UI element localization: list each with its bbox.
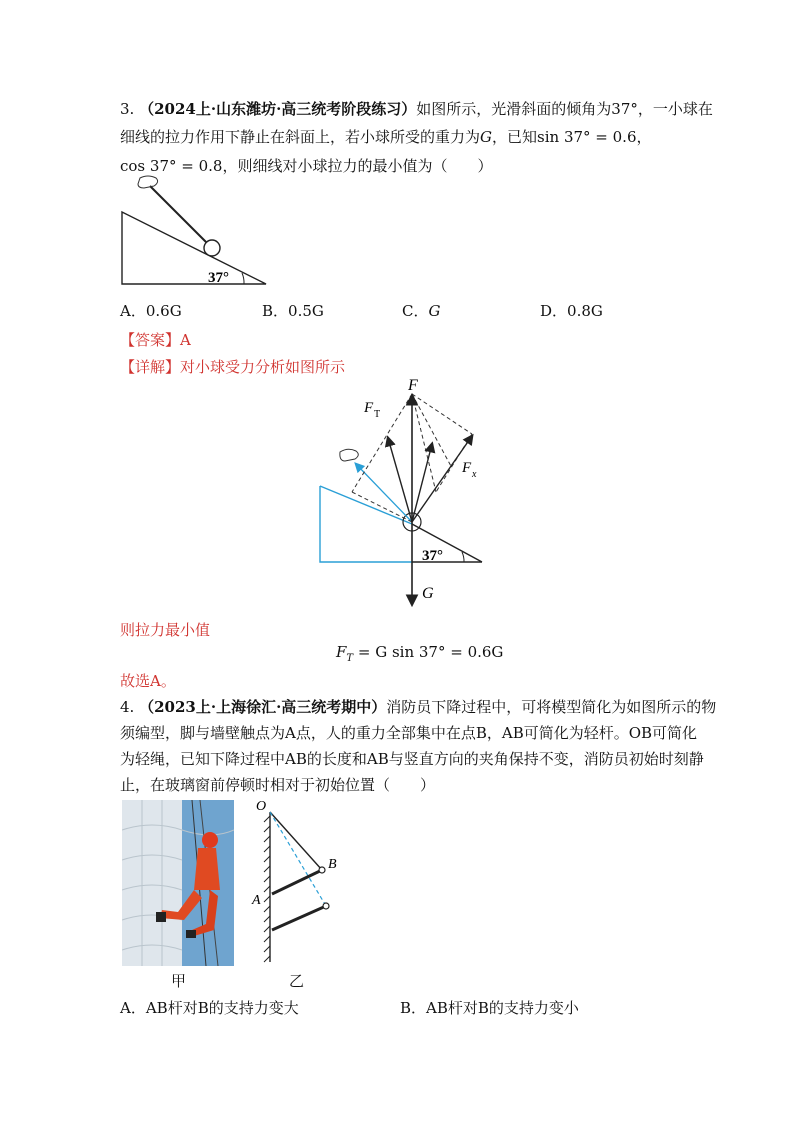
- rope-OB: [270, 812, 322, 870]
- dashed-line: [412, 394, 472, 434]
- option-label: D．: [540, 302, 568, 320]
- q3-option-c[interactable]: [402, 300, 440, 321]
- hand-icon: [138, 176, 158, 188]
- incline-blue-edge: [320, 486, 412, 562]
- boot: [156, 912, 166, 922]
- q3-line2: [120, 126, 652, 147]
- formula-lhs: F: [336, 643, 347, 661]
- option-label: C．: [402, 302, 429, 320]
- q3-answer: [120, 329, 191, 350]
- q3-sin: sin 37° = 0.6: [537, 128, 637, 146]
- q4-source: （2023上·上海徐汇·高三统考期中）: [139, 698, 387, 716]
- q4-text-1: 消防员下降过程中，可将模型简化为如图所示的物: [386, 698, 717, 716]
- ball: [204, 240, 220, 256]
- option-label: B．: [262, 302, 289, 320]
- angle-arc: [462, 552, 464, 562]
- q3-text-2c: ，: [636, 128, 652, 146]
- q3-text-3: ，则细线对小球拉力的最小值为（ ）: [222, 157, 493, 175]
- formula-rhs: = G sin 37° = 0.6G: [353, 643, 504, 661]
- label-G: G: [422, 585, 434, 602]
- q3-line1: [120, 98, 713, 119]
- q3-figure-incline: [118, 172, 278, 290]
- q4-line3: 为轻绳，已知下降过程中AB的长度和AB与竖直方向的夹角保持不变，消防员初始时刻静: [120, 750, 704, 768]
- label-F: F: [408, 377, 418, 394]
- firefighter-body: [194, 848, 220, 890]
- q3-formula: [336, 643, 503, 664]
- q4-line1: [120, 696, 716, 717]
- q4-number: 4.: [120, 698, 135, 716]
- answer-value: A: [180, 331, 191, 349]
- dashed-line: [352, 492, 412, 522]
- q3-cos: cos 37° = 0.8: [120, 157, 223, 175]
- rod-AB-later: [272, 906, 326, 930]
- q4-option-b[interactable]: [400, 997, 579, 1018]
- q3-text-2b: ，已知: [492, 128, 538, 146]
- q4-line4: 止，在玻璃窗前停顿时相对于初始位置（ ）: [120, 776, 436, 794]
- boot: [186, 930, 196, 938]
- label-A: A: [252, 893, 261, 908]
- q3-option-b[interactable]: [262, 300, 324, 321]
- label-Fx: F: [462, 460, 472, 476]
- option-label: A．: [120, 302, 146, 320]
- helmet: [202, 832, 218, 848]
- label-B: B: [328, 857, 337, 872]
- option-value: AB杆对B的支持力变小: [426, 999, 579, 1017]
- label-yi: 乙: [289, 972, 305, 990]
- option-value: G: [428, 302, 441, 320]
- q3-text-1: 如图所示，光滑斜面的倾角为37°，一小球在: [416, 100, 713, 118]
- q3-conclusion: 则拉力最小值: [120, 621, 211, 639]
- hand-icon: [340, 449, 358, 461]
- force-arrow: [412, 444, 432, 522]
- q4-firefighter-photo: [122, 800, 234, 966]
- rod-AB: [272, 870, 322, 894]
- q4-schematic: [250, 796, 350, 972]
- label-jia: 甲: [171, 972, 187, 990]
- q3-number: 3.: [120, 100, 135, 118]
- q3-source: （2024上·山东潍坊·高三统考阶段练习）: [139, 100, 417, 118]
- q3-option-d[interactable]: [540, 300, 603, 321]
- option-value: AB杆对B的支持力变大: [145, 999, 299, 1017]
- label-FT-sub: T: [374, 409, 381, 420]
- q4-option-a[interactable]: [120, 997, 299, 1018]
- q3-G: G: [480, 128, 492, 146]
- q3-figure-force-analysis: [312, 372, 492, 612]
- force-Fx-arrow: [412, 436, 472, 522]
- formula-sub: T: [346, 653, 354, 664]
- angle-label: 37°: [422, 548, 443, 564]
- option-value: 0.6G: [145, 302, 182, 320]
- point-B2-marker: [323, 903, 329, 909]
- detail-tag: 【详解】: [120, 358, 181, 376]
- label-FT: F: [364, 400, 374, 416]
- string-line: [150, 186, 206, 242]
- incline-blue-slope: [320, 486, 412, 524]
- incline-triangle: [122, 212, 266, 284]
- answer-tag: 【答案】: [120, 331, 181, 349]
- q3-option-a[interactable]: [120, 300, 182, 321]
- detail-text: 对小球受力分析如图所示: [180, 358, 346, 376]
- angle-label: 37°: [208, 270, 229, 286]
- q4-line2: 须编型，脚与墙壁触点为A点，人的重力全部集中在点B，AB可简化为轻杆。OB可简化: [120, 724, 698, 742]
- option-value: 0.5G: [288, 302, 324, 320]
- option-value: 0.8G: [567, 302, 603, 320]
- option-label: B．: [400, 999, 427, 1017]
- dashed-line: [412, 394, 452, 468]
- dashed-line: [352, 394, 412, 492]
- angle-arc: [242, 273, 244, 284]
- label-O: O: [256, 799, 267, 814]
- label-Fx-sub: x: [472, 469, 477, 480]
- option-label: A．: [120, 999, 146, 1017]
- point-B-marker: [319, 867, 325, 873]
- q3-final: 故选A。: [120, 672, 176, 690]
- q3-text-2: 细线的拉力作用下静止在斜面上，若小球所受的重力为: [120, 128, 481, 146]
